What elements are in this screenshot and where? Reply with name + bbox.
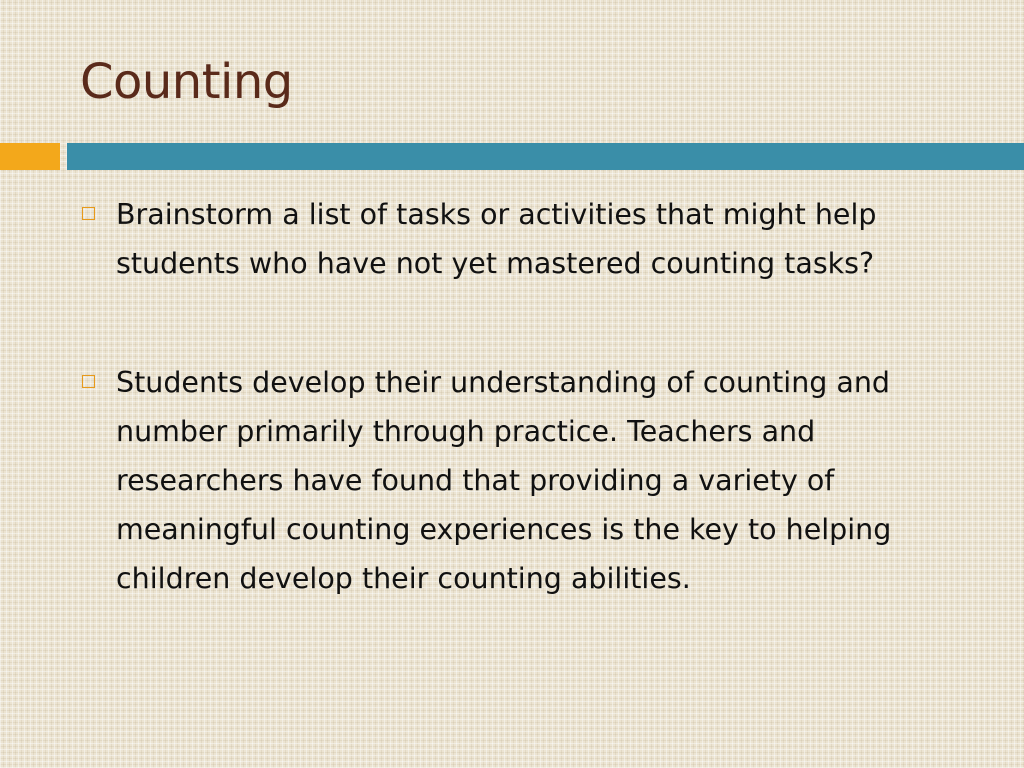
bullet-item [80, 358, 980, 603]
accent-bar-orange [0, 143, 60, 170]
accent-bar-teal [67, 143, 1024, 170]
bullet-item [80, 190, 980, 288]
hollow-square-bullet-icon [82, 375, 95, 388]
bullet-text: Students develop their understanding of counting and number primarily through practice. Teachers and researchers have found that providing a variety of meaningful counting experiences is the key to helping children develop their counting abilities. [116, 366, 892, 595]
hollow-square-bullet-icon [82, 207, 95, 220]
bullet-text: Brainstorm a list of tasks or activities that might help students who have not yet mastered counting tasks? [116, 198, 877, 280]
bullet-list [80, 190, 980, 603]
slide-title: Counting [80, 54, 293, 110]
